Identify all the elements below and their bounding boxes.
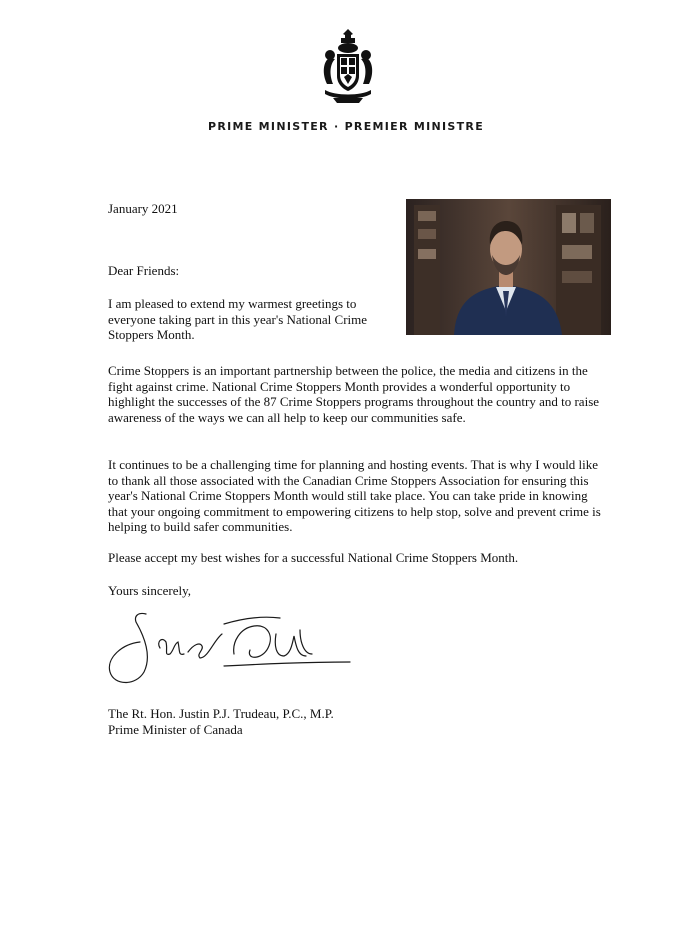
paragraph-3: It continues to be a challenging time for planning and hosting events. That is why I would like to thank all those associated with the Canadian Crime Stoppers Association for ensuring this year's National Crime Stoppers Month would still take place. You can take pride in knowing that your ongoing commitment to empowering citizens to help stop, solve and prevent crime is helping to build safer communities. — [108, 457, 601, 534]
letter-date: January 2021 — [108, 201, 178, 216]
handwritten-signature — [104, 606, 354, 688]
paragraph-1: I am pleased to extend my warmest greetings to everyone taking part in this year's National Crime Stoppers Month. — [108, 296, 368, 342]
signatory-name: The Rt. Hon. Justin P.J. Trudeau, P.C., M.P. — [108, 706, 334, 721]
coat-of-arms-icon — [319, 28, 377, 104]
paragraph-2: Crime Stoppers is an important partnership between the police, the media and citizens in the fight against crime. National Crime Stoppers Month provides a wonderful opportunity to highlight the successes of the 87 Crime Stoppers programs throughout the country and to raise awareness of the ways we can all help to keep our communities safe. — [108, 363, 600, 425]
office-title: PRIME MINISTER · PREMIER MINISTRE — [207, 120, 485, 133]
signatory-title: Prime Minister of Canada — [108, 722, 243, 737]
paragraph-4: Please accept my best wishes for a successful National Crime Stoppers Month. — [108, 550, 519, 565]
closing: Yours sincerely, — [108, 583, 192, 598]
salutation: Dear Friends: — [108, 263, 180, 278]
portrait-photo — [406, 199, 611, 335]
